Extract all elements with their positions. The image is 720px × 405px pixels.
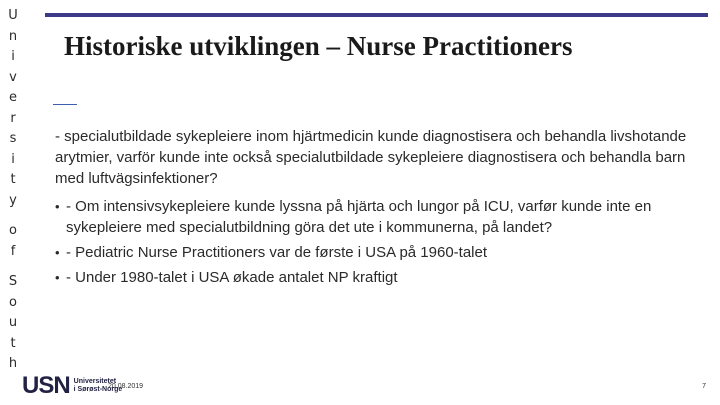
vertical-letter — [6, 262, 20, 272]
bullet-text: - Om intensivsykepleiere kunde lyssna på hjärta och lungor på ICU, varfør kunde inte en sykepleiere med specialutbildning göra det ute i kommunerna, på landet? — [66, 198, 652, 236]
vertical-letter: S — [8, 274, 18, 289]
vertical-letter: o — [9, 223, 17, 238]
logo-line-1: Universitetet — [73, 378, 117, 385]
accent-line — [53, 104, 77, 105]
vertical-letter: s — [9, 131, 17, 146]
vertical-letter: U — [8, 8, 18, 23]
logo-line-2: i Sørøst-Norge — [73, 386, 123, 393]
bullet-list — [55, 196, 700, 292]
vertical-letter: n — [8, 28, 18, 44]
footer-date: 20.08.2019 — [108, 383, 144, 390]
vertical-letter: f — [10, 243, 16, 259]
vertical-letter: e — [9, 90, 17, 105]
logo-mark: USN — [22, 372, 70, 399]
vertical-letter: h — [8, 356, 18, 371]
vertical-letter: r — [10, 110, 16, 126]
bullet-dot-icon: • — [55, 270, 60, 285]
vertical-letter: o — [9, 294, 17, 310]
bullet-dot-icon: • — [55, 199, 60, 214]
top-rule — [45, 13, 708, 17]
vertical-letter: i — [11, 151, 15, 167]
bullet-item — [55, 242, 700, 263]
page-number: 7 — [702, 383, 706, 390]
vertical-letter: y — [9, 192, 17, 208]
bullet-dot-icon: • — [55, 245, 60, 260]
vertical-letter: t — [10, 172, 16, 187]
intro-paragraph: - specialutbildade sykepleiere inom hjärtmedicin kunde diagnostisera och behandla livshotande arytmier, varför kunde inte också specialutbildade sykepleiere diagnostisera och behandla barn med luftvägsinfektioner? — [55, 128, 687, 187]
vertical-university-text — [6, 6, 20, 375]
vertical-letter — [6, 211, 20, 221]
vertical-letter: v — [9, 69, 17, 85]
bullet-item — [55, 196, 700, 238]
vertical-letter: i — [11, 49, 15, 64]
vertical-letter: u — [8, 315, 18, 330]
vertical-letter: t — [10, 335, 16, 351]
slide-title: Historiske utviklingen – Nurse Practitioners — [64, 31, 573, 61]
bullet-text: - Under 1980-talet i USA økade antalet NP kraftigt — [66, 269, 398, 286]
bullet-item — [55, 267, 700, 288]
bullet-text: - Pediatric Nurse Practitioners var de første i USA på 1960-talet — [66, 244, 488, 261]
